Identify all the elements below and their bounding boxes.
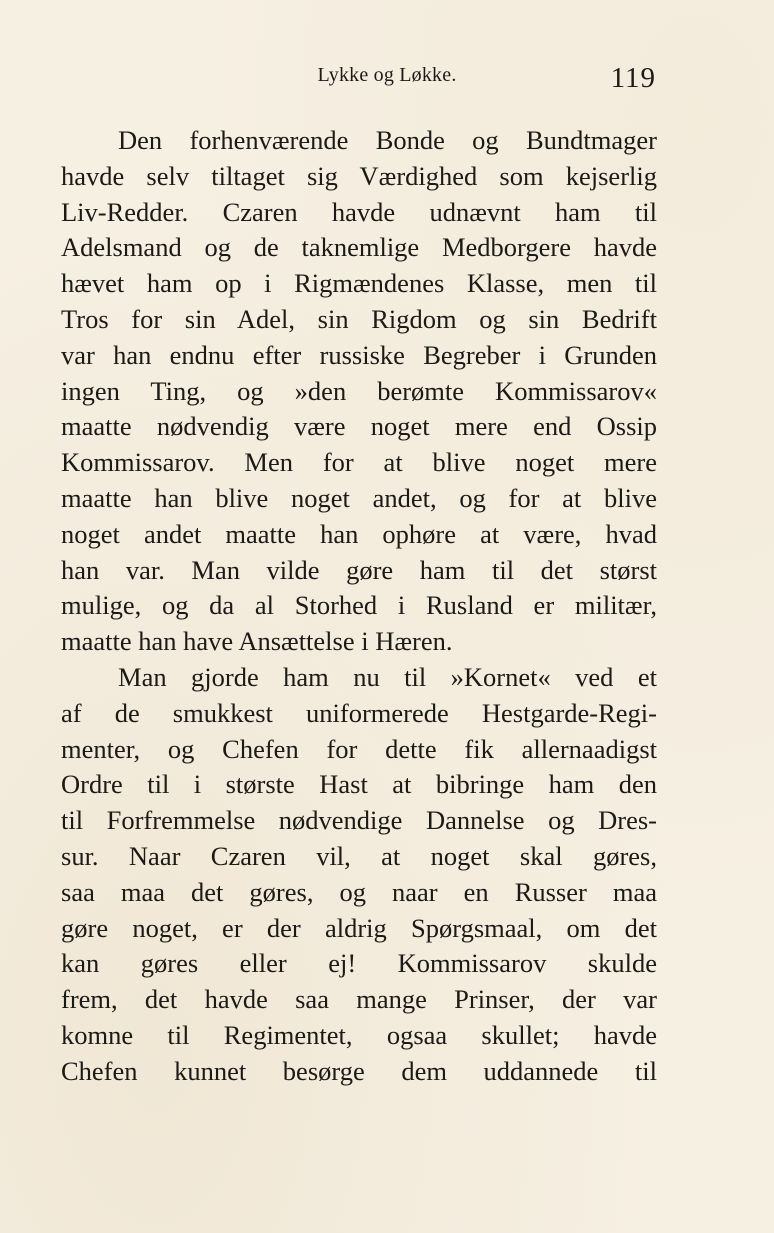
text-line: Adelsmand og de taknemlige Medborgere havde	[61, 232, 657, 263]
text-line: menter, og Chefen for dette fik allernaadigst	[61, 733, 657, 764]
text-line: var han endnu efter russiske Begreber i Grunden	[61, 339, 657, 370]
text-line: komne til Regimentet, ogsaa skullet; havde	[61, 1019, 657, 1050]
text-line: kan gøres eller ej! Kommissarov skulde	[61, 948, 657, 979]
text-line: sur. Naar Czaren vil, at noget skal gøres,	[61, 840, 657, 871]
text-line: Kommissarov. Men for at blive noget mere	[61, 447, 657, 478]
text-line: Ordre til i største Hast at bibringe ham den	[61, 769, 657, 800]
text-line: Den forhenværende Bonde og Bundtmager	[118, 125, 657, 155]
text-line: af de smukkest uniformerede Hestgarde-Regi-	[61, 697, 657, 728]
text-line: mulige, og da al Storhed i Rusland er militær,	[61, 590, 657, 621]
text-line: til Forfremmelse nødvendige Dannelse og Dres-	[61, 805, 657, 836]
text-line: havde selv tiltaget sig Værdighed som kejserlig	[61, 160, 657, 191]
text-line: saa maa det gøres, og naar en Russer maa	[61, 876, 657, 907]
text-line: Tros for sin Adel, sin Rigdom og sin Bedrift	[61, 303, 657, 334]
text-line: Chefen kunnet besørge dem uddannede til	[61, 1055, 657, 1086]
text-line: maatte nødvendig være noget mere end Ossip	[61, 411, 657, 442]
text-line: gøre noget, er der aldrig Spørgsmaal, om det	[61, 912, 657, 943]
text-line: Man gjorde ham nu til »Kornet« ved et	[118, 661, 657, 692]
text-line: hævet ham op i Rigmændenes Klasse, men til	[61, 268, 657, 299]
running-title: Lykke og Løkke.	[317, 64, 457, 86]
text-line: maatte han have Ansættelse i Hæren.	[61, 626, 453, 657]
text-line: frem, det havde saa mange Prinser, der var	[61, 984, 657, 1015]
text-line: noget andet maatte han ophøre at være, hvad	[61, 518, 657, 549]
text-line: maatte han blive noget andet, og for at blive	[61, 482, 657, 513]
text-line: ingen Ting, og »den berømte Kommissarov«	[61, 375, 657, 406]
page-number: 119	[610, 62, 656, 94]
body-text	[61, 123, 657, 1090]
text-line: Liv-Redder. Czaren havde udnævnt ham til	[61, 196, 657, 227]
text-line: han var. Man vilde gøre ham til det størst	[61, 554, 657, 585]
